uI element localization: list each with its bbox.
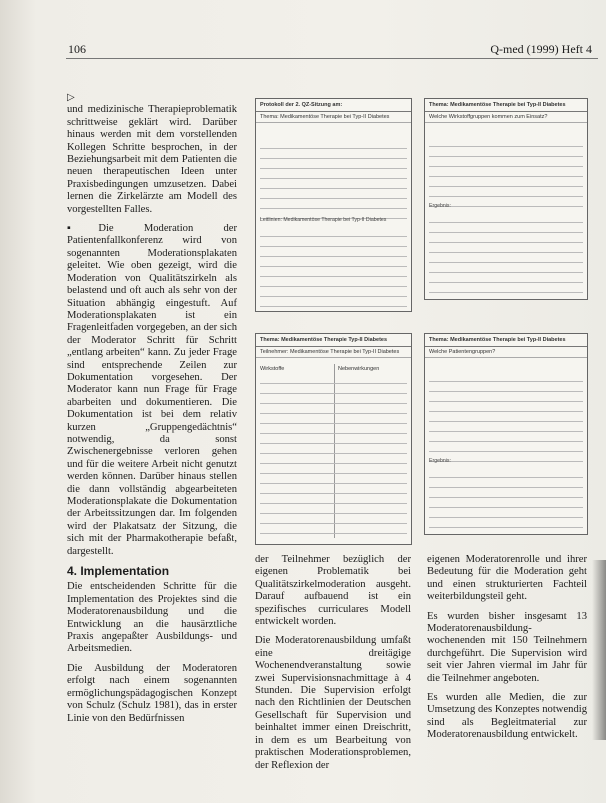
paragraph-3: Die entscheidenden Schritte für die Implementation des Projektes sind die Moderatorenausbildung und die Entwicklung an die hausärztliche Praxis angepaßter Ausbildungs- und Arbeitsmedien. (67, 581, 237, 655)
form-pharmacotherapy (255, 333, 412, 545)
form-protocol (255, 98, 412, 312)
form-lines (429, 372, 583, 462)
continue-mark: ▷ (67, 92, 75, 103)
form-subtitle: Thema: Medikamentöse Therapie bei Typ-II Diabetes (256, 112, 411, 123)
form-title: Thema: Medikamentöse Therapie bei Typ-II Diabetes (425, 334, 587, 347)
column-middle (255, 554, 411, 779)
paragraph-3: Es wurden alle Medien, die zur Umsetzung des Konzeptes notwendig sind als Begleitmaterial zur Moderatorenausbildung entwickelt. (427, 692, 587, 741)
form-lines-2 (429, 468, 583, 528)
scan-shadow (592, 560, 606, 740)
form-patients (424, 333, 588, 535)
journal-header: Q-med (1999) Heft 4 (490, 42, 592, 56)
page-number: 106 (68, 42, 86, 56)
paragraph-2: Es wurden bisher insgesamt 13 Moderatorenausbildung-wochenenden mit 150 Teilnehmern durchgeführt. Die Supervision wird seit vier Jahren viermal im Jahr für die Teilnehmer angeboten. (427, 610, 587, 684)
form-title: Thema: Medikamentöse Therapie bei Typ-II Diabetes (425, 99, 587, 112)
form-subtitle: Teilnehmer: Medikamentöse Therapie bei Typ-II Diabetes (256, 347, 411, 358)
form-col-a: Wirkstoffe (260, 366, 285, 372)
form-title: Protokoll der 2. QZ-Sitzung am: (256, 99, 411, 112)
form-title: Thema: Medikamentöse Therapie Typ-II Diabetes (256, 334, 411, 347)
form-subtitle: Welche Wirkstoffgruppen kommen zum Einsatz? (425, 112, 587, 123)
form-therapy (424, 98, 588, 300)
section-heading: 4. Implementation (67, 564, 170, 579)
form-lines (260, 374, 407, 534)
form-caption: Leitlinien: Medikamentöse Therapie bei Typ-II Diabetes (260, 217, 387, 223)
form-lines-2 (260, 227, 407, 307)
form-caption: Ergebnis: (429, 203, 451, 209)
paragraph-2: Die Moderatorenausbildung umfaßt eine dreitägige Wochenendveranstaltung sowie zwei Supervisionsnachmittage à 4 Stunden. Die Supervision erfolgt nach den Richtlinien der Deutschen Gesellschaft für Supervision und beinhaltet immer einen Dreischritt, in dem es um Bearbeitung von praktischen Moderationsproblemen, der Reflexion der (255, 635, 411, 771)
header-rule (66, 58, 598, 59)
form-subtitle: Welche Patientengruppen? (425, 347, 587, 358)
form-lines (429, 137, 583, 207)
paragraph-1: der Teilnehmer bezüglich der eigenen Problematik bei Qualitätszirkelmoderation ausgeht. Darauf aufbauend ist ein spezifisches curriculares Modell entwickelt worden. (255, 554, 411, 628)
column-right (427, 554, 587, 749)
paragraph-2: ▪ Die Moderation der Patientenfallkonferenz wird von sogenannten Moderationsplakaten geleitet. Wie oben gezeigt, wird die Moderation von Qualitätszirkeln als belastend und oft auch als sehr von der Situation abhängig eingestuft. Auf Moderationsplakaten ist ein Fragenleitfaden vorgegeben, an der sich der Moderator Schritt für Schritt „entlang arbeiten“ kann. Zu jeder Frage sind entsprechende Zeilen zur Dokumentation vorgesehen. Der Moderator kann nun Frage für Frage abarbeiten und dokumentieren. Die Dokumentation ist bei dem relativ kurzen „Gruppengedächtnis“ notwendig, da sonst Zwischenergebnisse verloren gehen und für die weitere Arbeit nicht genutzt werden können. Darüber hinaus stellen die dann vollständig abgearbeiteten Moderationsplakate die Dokumentation der Arbeitssitzungen dar. Im folgenden wird der Plakatsatz der Sitzung, die sich mit der Pharmakotherapie befaßt, dargestellt. (67, 223, 237, 558)
form-lines (260, 139, 407, 219)
paragraph-1: eigenen Moderatorenrolle und ihrer Bedeutung für die Moderation geht und einen strukturierten Fachteil weiterbildungsteil geht. (427, 554, 587, 603)
form-caption: Ergebnis: (429, 458, 451, 464)
paragraph-4: Die Ausbildung der Moderatoren erfolgt nach einem sogenannten ermöglichungspädagogischen Konzept von Schulz (Schulz 1981), das in erster Linie von den Bedürfnissen (67, 662, 237, 724)
form-lines-2 (429, 213, 583, 293)
paragraph-1: und medizinische Therapieproblematik schrittweise geklärt wird. Darüber hinaus werden mit dem vorstellenden Kollegen Schritte besprochen, in der Beziehungsarbeit mit dem Patienten die neuen therapeutischen Ideen unter Praxisbedingungen umzusetzen. Dabei lernen die Zirkelärzte am Modell des vorgestellten Falles. (67, 104, 237, 215)
column-left (67, 92, 237, 732)
form-col-b: Nebenwirkungen (338, 366, 380, 372)
